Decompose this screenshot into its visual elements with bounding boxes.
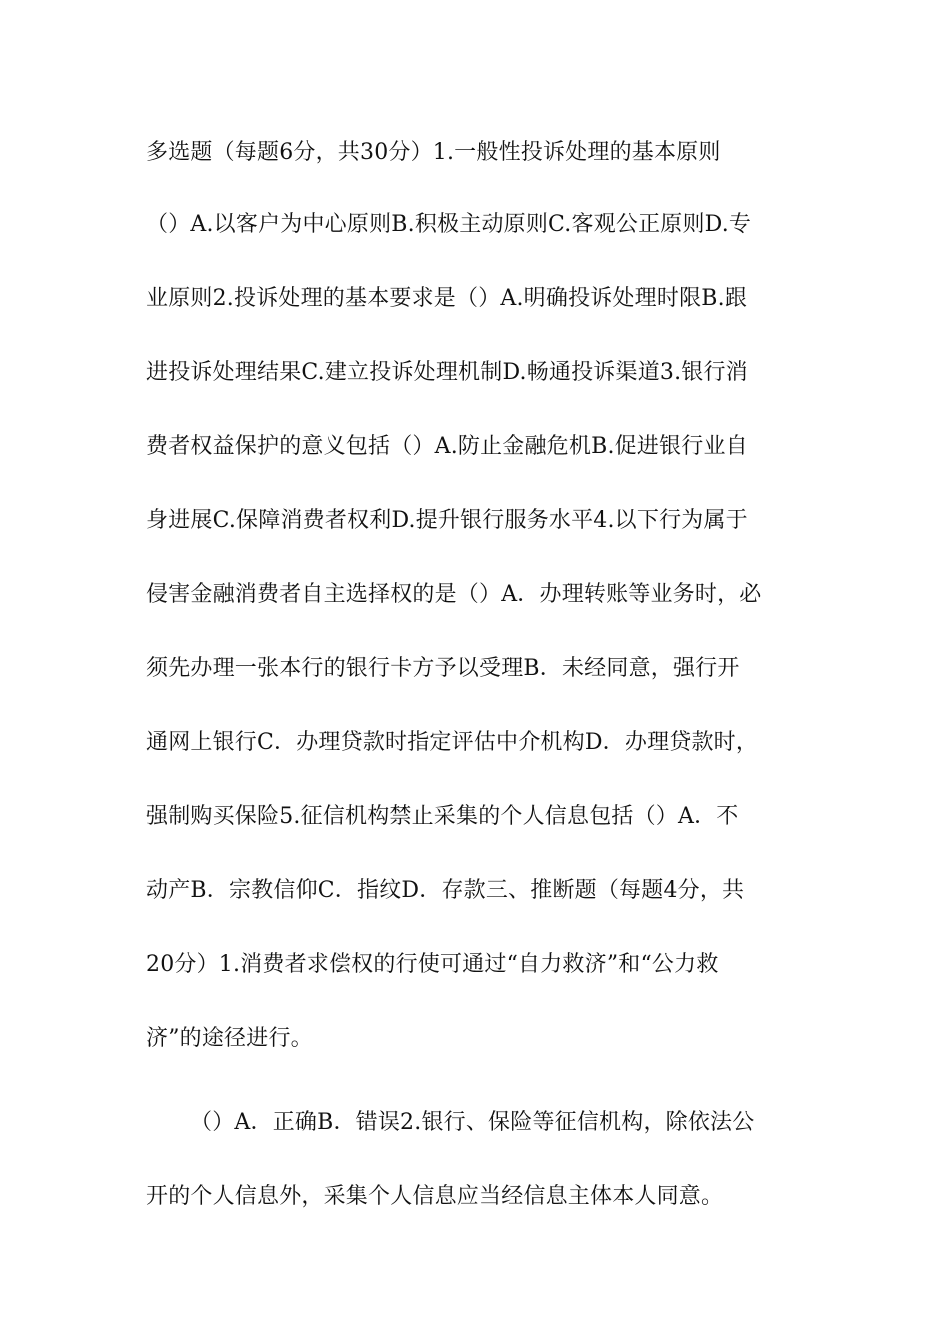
- text-line: 须先办理一张本行的银行卡方予以受理B．未经同意，强行开: [146, 656, 740, 681]
- text-line: 业原则2.投诉处理的基本要求是（）A.明确投诉处理时限B.跟: [146, 286, 748, 311]
- text-line: 20分）1.消费者求偿权的行使可通过“自力救济”和“公力救: [146, 952, 719, 977]
- text-line: 费者权益保护的意义包括（）A.防止金融危机B.促进银行业自: [146, 434, 748, 459]
- text-line: 开的个人信息外，采集个人信息应当经信息主体本人同意。: [146, 1184, 724, 1209]
- text-line: 通网上银行C．办理贷款时指定评估中介机构D．办理贷款时，: [146, 730, 759, 755]
- text-line: 强制购买保险5.征信机构禁止采集的个人信息包括（）A．不: [146, 804, 739, 829]
- text-line: （）A.以客户为中心原则B.积极主动原则C.客观公正原则D.专: [146, 212, 752, 237]
- text-line: 动产B．宗教信仰C．指纹D．存款三、推断题（每题4分，共: [146, 878, 745, 903]
- text-line: 侵害金融消费者自主选择权的是（）A．办理转账等业务时，必: [146, 582, 762, 607]
- text-line: 身进展C.保障消费者权利D.提升银行服务水平4.以下行为属于: [146, 508, 748, 533]
- text-line: 济”的途径进行。: [146, 1026, 313, 1051]
- text-line: 进投诉处理结果C.建立投诉处理机制D.畅通投诉渠道3.银行消: [146, 360, 748, 385]
- text-line: 多选题（每题6分，共30分）1.一般性投诉处理的基本原则: [146, 140, 721, 165]
- paragraph-indented-line: （）A．正确B．错误2.银行、保险等征信机构，除依法公: [190, 1110, 755, 1135]
